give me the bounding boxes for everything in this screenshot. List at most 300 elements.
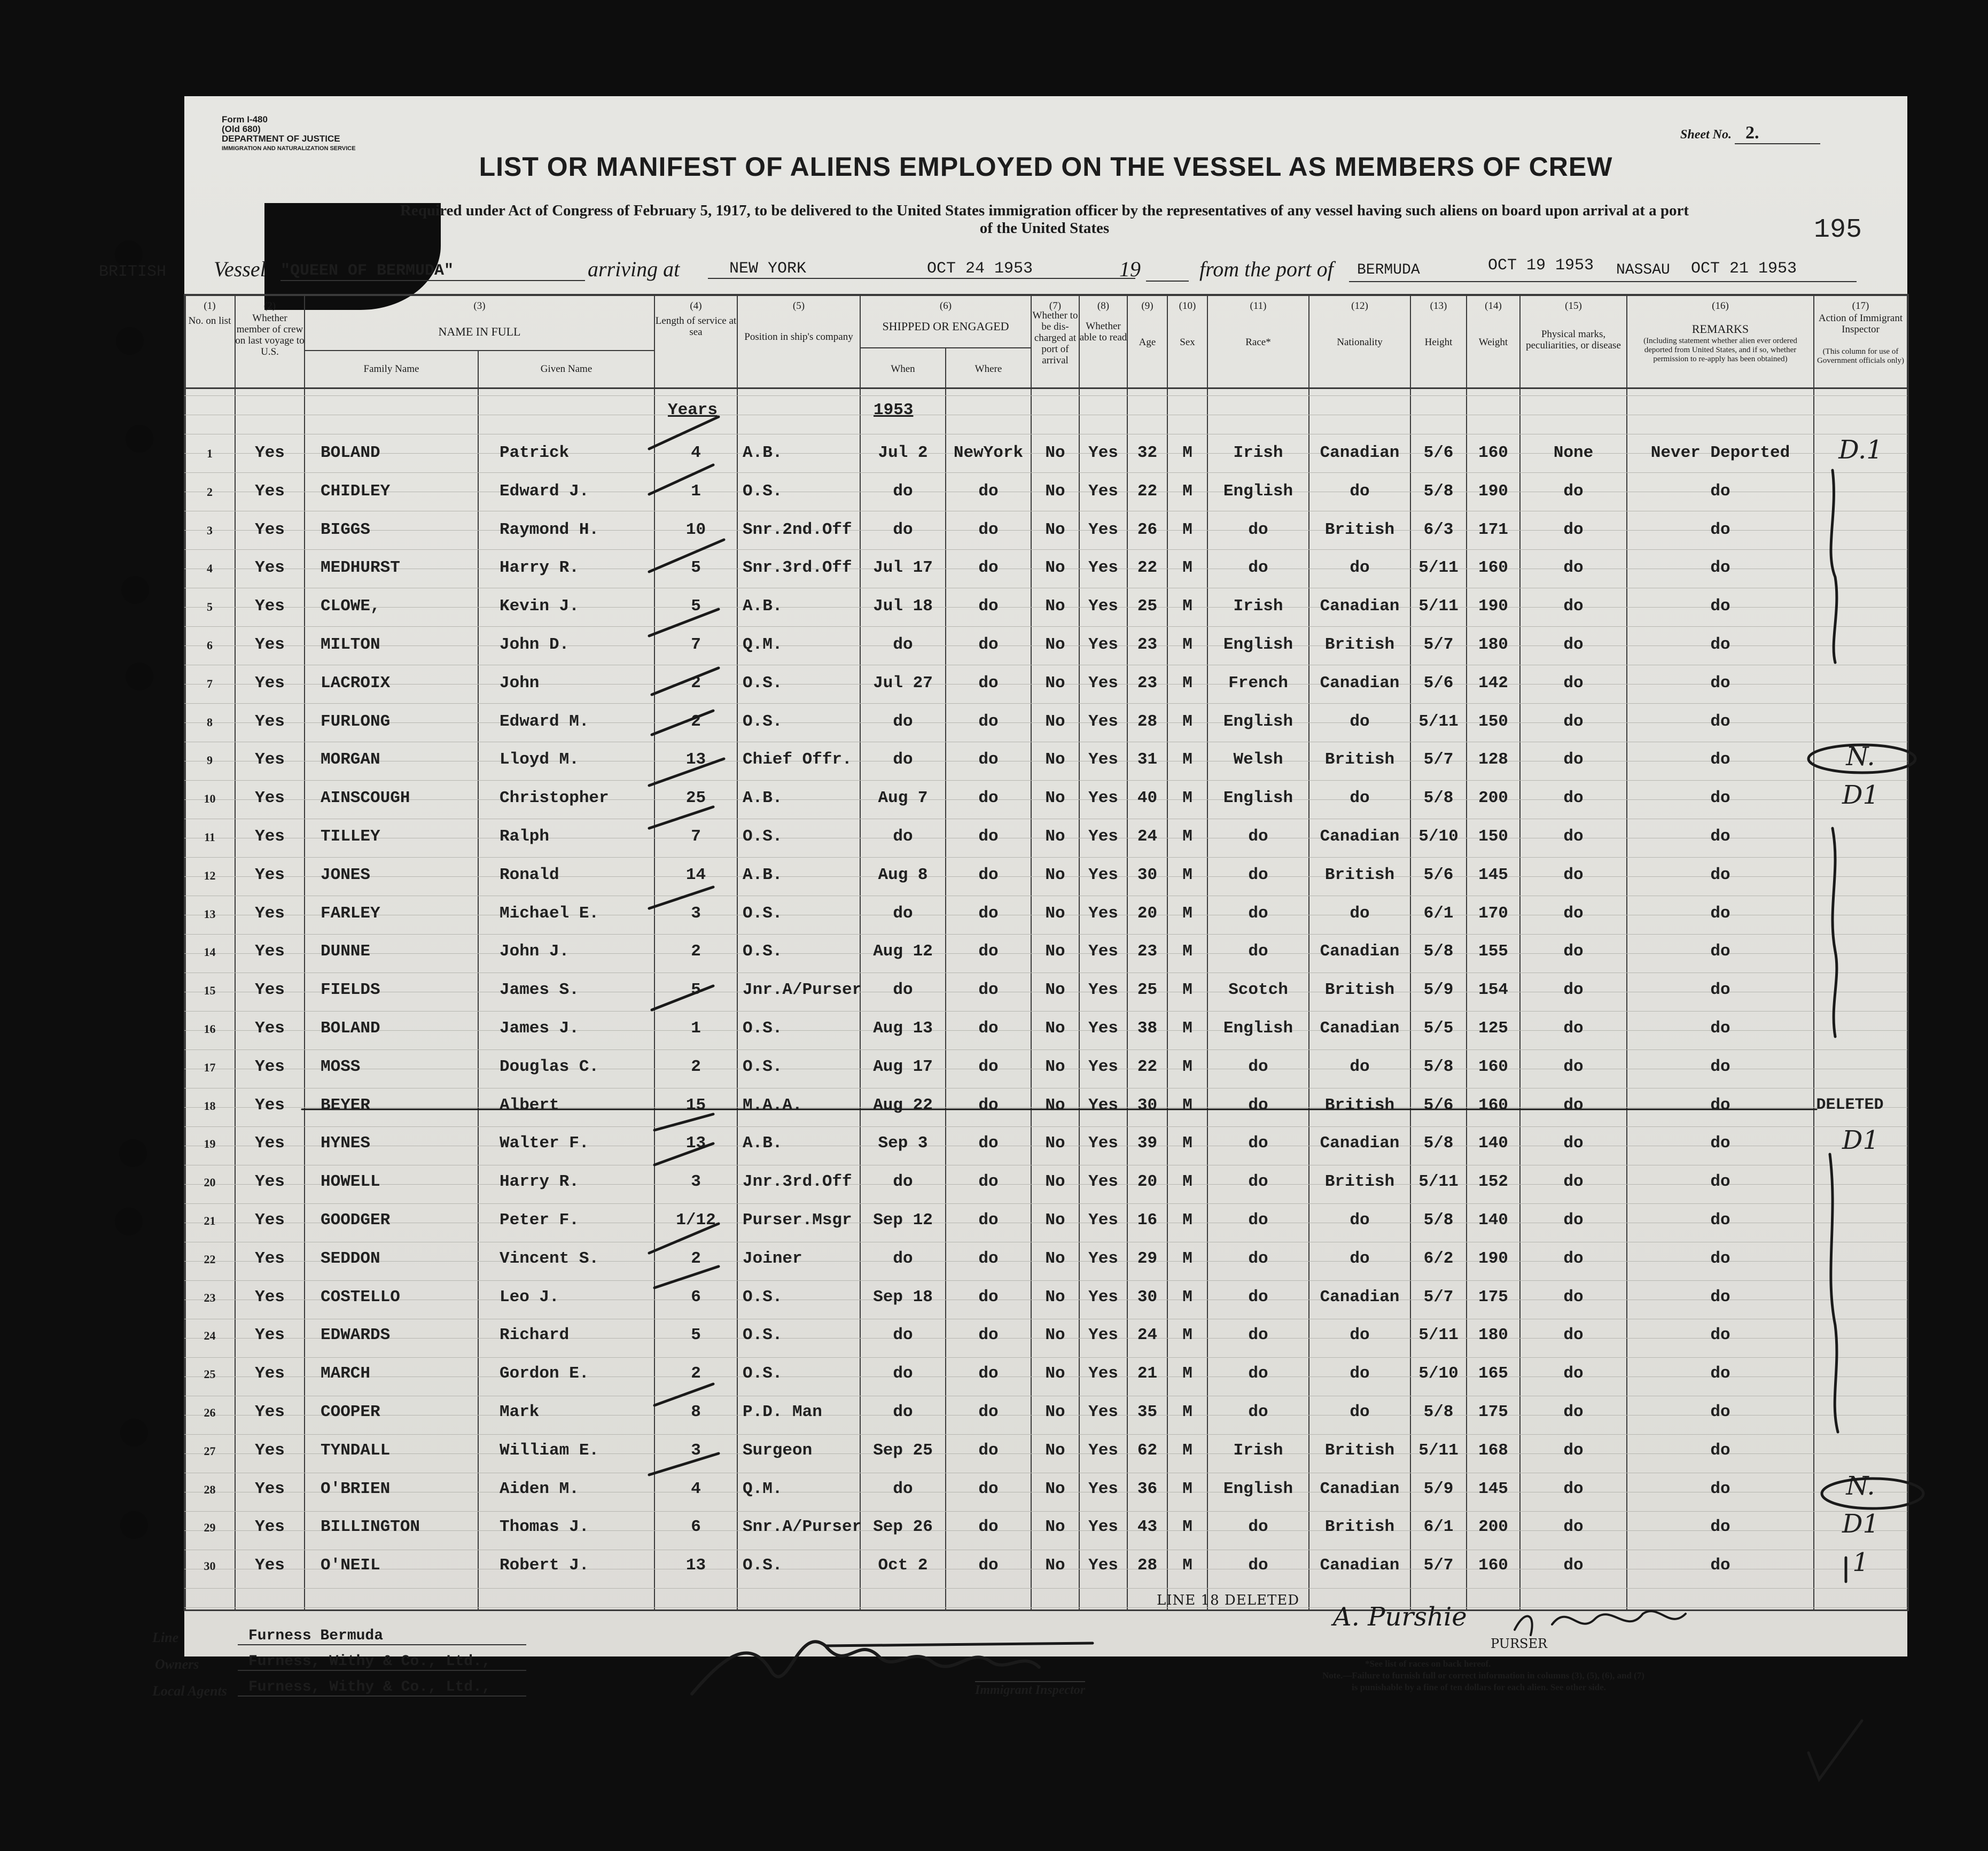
cell-remarks: do [1710, 827, 1730, 846]
cell-remarks: Never Deported [1650, 444, 1790, 462]
cell-age: 21 [1137, 1364, 1158, 1383]
cell-sex: M [1182, 789, 1192, 807]
cell-position: O.S. [743, 942, 783, 961]
cell-length: 2 [691, 1249, 701, 1268]
cell-member: Yes [255, 827, 285, 846]
cell-length: 25 [685, 789, 706, 807]
cell-no: 7 [207, 677, 213, 690]
cell-nationality: do [1350, 1364, 1370, 1383]
cell-read: Yes [1088, 1211, 1118, 1230]
header-discharged: Whether to be dis- charged at port of arrival [1032, 310, 1078, 366]
cell-when: do [893, 1364, 913, 1383]
header-shipped: SHIPPED OR ENGAGED [882, 320, 1009, 333]
cell-height: 5/6 [1423, 866, 1454, 884]
cell-member: Yes [255, 1556, 285, 1575]
cell-given: Raymond H. [500, 520, 599, 539]
cell-nationality: do [1350, 558, 1370, 577]
cell-when: do [893, 1403, 913, 1421]
cell-given: Walter F. [500, 1134, 589, 1153]
cell-discharged: No [1045, 904, 1065, 923]
cell-nationality: Canadian [1320, 1556, 1400, 1575]
cell-read: Yes [1088, 597, 1118, 616]
cell-where: do [978, 981, 999, 999]
cell-read: Yes [1088, 712, 1118, 731]
column-number: (13) [1430, 300, 1447, 312]
header-remarks: REMARKS [1691, 322, 1749, 336]
cell-no: 3 [207, 524, 213, 537]
cell-discharged: No [1045, 1441, 1065, 1460]
cell-action: D.1 [1838, 435, 1883, 465]
cell-read: Yes [1088, 1288, 1118, 1306]
cell-age: 24 [1137, 827, 1158, 846]
cell-age: 23 [1137, 635, 1158, 654]
cell-when: do [893, 981, 913, 999]
cell-age: 39 [1137, 1134, 1158, 1153]
cell-member: Yes [255, 1364, 285, 1383]
cell-family: BOLAND [321, 444, 380, 462]
column-number: (4) [690, 300, 702, 312]
cell-sex: M [1182, 444, 1192, 462]
column-number: (15) [1565, 300, 1582, 312]
cell-remarks: do [1710, 1057, 1730, 1076]
cell-discharged: No [1045, 1211, 1065, 1230]
cell-no: 11 [204, 830, 215, 844]
cell-remarks: do [1710, 1480, 1730, 1498]
cell-physical: do [1563, 1556, 1584, 1575]
bracket-line [1833, 828, 1837, 1037]
cell-discharged: No [1045, 520, 1065, 539]
cell-weight: 128 [1478, 750, 1508, 769]
cell-read: Yes [1088, 750, 1118, 769]
cell-race: Irish [1233, 1441, 1283, 1460]
cell-given: John J. [500, 942, 570, 961]
cell-read: Yes [1088, 1134, 1118, 1153]
cell-age: 28 [1137, 712, 1158, 731]
cell-remarks: do [1710, 904, 1730, 923]
cell-when: do [893, 1326, 913, 1344]
cell-no: 2 [207, 485, 213, 499]
cell-physical: do [1563, 597, 1584, 616]
cell-discharged: No [1045, 635, 1065, 654]
cell-no: 16 [204, 1022, 216, 1036]
cell-race: English [1223, 482, 1293, 501]
cell-physical: do [1563, 866, 1584, 884]
header-read: Whether able to read [1079, 321, 1127, 343]
cell-position: Chief Offr. [743, 750, 852, 769]
cell-race: do [1248, 866, 1268, 884]
cell-height: 6/1 [1423, 904, 1454, 923]
cell-member: Yes [255, 1057, 285, 1076]
cell-given: Edward J. [500, 482, 589, 501]
cell-sex: M [1182, 1057, 1192, 1076]
footer-owners-value: Furness, Withy & Co., Ltd., [238, 1653, 526, 1671]
cell-family: O'NEIL [321, 1556, 380, 1575]
cell-given: Gordon E. [500, 1364, 589, 1383]
cell-family: FIELDS [321, 981, 380, 999]
cell-physical: do [1563, 750, 1584, 769]
cell-when: Jul 17 [873, 558, 933, 577]
punch-hole [126, 425, 153, 453]
cell-given: Richard [500, 1326, 570, 1344]
cell-length: 2 [691, 712, 701, 731]
tick-mark [652, 711, 713, 735]
cell-no: 26 [204, 1406, 216, 1419]
cell-sex: M [1182, 1134, 1192, 1153]
cell-remarks: do [1710, 1096, 1730, 1115]
subtitle-line1: Required under Act of Congress of February 5, 1917, to be delivered to the United States immigration officer by the representatives of any vessel having such aliens on board upon arrival at a port [400, 202, 1689, 219]
header-name-in-full: NAME IN FULL [438, 325, 521, 338]
cell-read: Yes [1088, 789, 1118, 807]
line-deleted-note: LINE 18 DELETED [1157, 1592, 1300, 1608]
cell-read: Yes [1088, 674, 1118, 693]
cell-given: William E. [500, 1441, 599, 1460]
cell-remarks: do [1710, 1134, 1730, 1153]
cell-remarks: do [1710, 520, 1730, 539]
tick-mark [654, 1266, 719, 1288]
cell-action: N. [1846, 1471, 1875, 1501]
cell-height: 5/7 [1423, 750, 1454, 769]
cell-action: DELETED [1816, 1096, 1884, 1114]
cell-sex: M [1182, 866, 1192, 884]
cell-physical: do [1563, 1518, 1584, 1536]
cell-family: CLOWE, [321, 597, 380, 616]
cell-discharged: No [1045, 1096, 1065, 1115]
cell-height: 5/8 [1423, 1211, 1454, 1230]
cell-given: James S. [500, 981, 579, 999]
cell-member: Yes [255, 597, 285, 616]
cell-length: 6 [691, 1518, 701, 1536]
cell-where: do [978, 750, 999, 769]
cell-height: 5/11 [1418, 1326, 1459, 1344]
cell-discharged: No [1045, 942, 1065, 961]
cell-remarks: do [1710, 1211, 1730, 1230]
cell-family: FARLEY [321, 904, 380, 923]
cell-physical: do [1563, 1441, 1584, 1460]
cell-weight: 160 [1478, 558, 1508, 577]
cell-when: Aug 7 [878, 789, 928, 807]
cell-race: do [1248, 1288, 1268, 1306]
cell-sex: M [1182, 981, 1192, 999]
cell-sex: M [1182, 1441, 1192, 1460]
cell-weight: 140 [1478, 1134, 1508, 1153]
cell-sex: M [1182, 1096, 1192, 1115]
cell-weight: 190 [1478, 597, 1508, 616]
cell-given: Patrick [500, 444, 570, 462]
cell-nationality: do [1350, 1211, 1370, 1230]
cell-no: 9 [207, 753, 213, 767]
tick-mark [654, 1384, 713, 1405]
cell-nationality: Canadian [1320, 1480, 1400, 1498]
handwriting-layer [184, 96, 1907, 1656]
cell-when: do [893, 827, 913, 846]
cell-read: Yes [1088, 1057, 1118, 1076]
cell-where: do [978, 1288, 999, 1306]
cell-read: Yes [1088, 444, 1118, 462]
cell-where: do [978, 1326, 999, 1344]
cell-age: 16 [1137, 1211, 1158, 1230]
cell-sex: M [1182, 750, 1192, 769]
cell-weight: 175 [1478, 1403, 1508, 1421]
cell-race: Irish [1233, 444, 1283, 462]
cell-physical: do [1563, 1211, 1584, 1230]
cell-position: Jnr.3rd.Off [743, 1172, 852, 1191]
cell-no: 22 [204, 1253, 216, 1266]
cell-given: Aiden M. [500, 1480, 579, 1498]
header-member: Whether member of crew on last voyage to U.S. [235, 313, 305, 357]
cell-member: Yes [255, 942, 285, 961]
cell-height: 6/1 [1423, 1518, 1454, 1536]
punch-hole [119, 1139, 147, 1167]
cell-action: D1 [1842, 780, 1880, 810]
cell-discharged: No [1045, 1364, 1065, 1383]
races-note: *See list of races on back hereof. [1365, 1659, 1491, 1669]
cell-member: Yes [255, 1211, 285, 1230]
column-number: (7) [1049, 300, 1062, 312]
punch-hole [116, 327, 144, 355]
tick-mark [652, 986, 713, 1010]
cell-race: do [1248, 1249, 1268, 1268]
cell-discharged: No [1045, 1249, 1065, 1268]
cell-position: Snr.2nd.Off [743, 520, 852, 539]
cell-member: Yes [255, 520, 285, 539]
cell-age: 29 [1137, 1249, 1158, 1268]
cell-when: Sep 25 [873, 1441, 933, 1460]
cell-race: French [1228, 674, 1288, 693]
second-port: NASSAU [1616, 262, 1670, 278]
cell-length: 10 [685, 520, 706, 539]
cell-member: Yes [255, 712, 285, 731]
cell-height: 5/7 [1423, 635, 1454, 654]
cell-when: do [893, 904, 913, 923]
cell-remarks: do [1710, 712, 1730, 731]
cell-age: 26 [1137, 520, 1158, 539]
cell-age: 22 [1137, 482, 1158, 501]
header-length: Length of service at sea [655, 315, 737, 338]
cell-physical: do [1563, 674, 1584, 693]
column-number: (10) [1179, 300, 1196, 312]
cell-member: Yes [255, 1518, 285, 1536]
cell-no: 19 [204, 1137, 216, 1150]
tick-mark [649, 887, 713, 908]
cell-length: 5 [691, 1326, 701, 1344]
cell-no: 17 [204, 1061, 216, 1074]
cell-sex: M [1182, 1249, 1192, 1268]
cell-height: 5/5 [1423, 1019, 1454, 1038]
cell-nationality: do [1350, 789, 1370, 807]
years-label: Years [668, 401, 718, 419]
cell-length: 5 [691, 558, 701, 577]
punch-hole [126, 663, 153, 690]
cell-where: do [978, 1211, 999, 1230]
cell-length: 3 [691, 1441, 701, 1460]
cell-read: Yes [1088, 866, 1118, 884]
cell-when: do [893, 520, 913, 539]
cell-read: Yes [1088, 1556, 1118, 1575]
penalty-note-1: Note.—Failure to furnish full or correct information in columns (3), (5), (6), and (7) [1322, 1670, 1644, 1681]
purser-signature [1515, 1611, 1686, 1635]
cell-no: 23 [204, 1291, 216, 1304]
cell-age: 30 [1137, 1288, 1158, 1306]
cell-length: 14 [685, 866, 706, 884]
cell-race: English [1223, 1019, 1293, 1038]
cell-length: 4 [691, 444, 701, 462]
cell-race: do [1248, 1172, 1268, 1191]
tick-mark [649, 609, 719, 636]
cell-nationality: Canadian [1320, 674, 1400, 693]
cell-no: 5 [207, 600, 213, 613]
cell-action: D1 [1842, 1509, 1880, 1539]
cell-length: 4 [691, 1480, 701, 1498]
cell-read: Yes [1088, 1096, 1118, 1115]
cell-no: 30 [204, 1559, 216, 1573]
cell-position: O.S. [743, 1326, 783, 1344]
footer-agents-label: Local Agents [152, 1683, 227, 1699]
cell-where: do [978, 1403, 999, 1421]
cell-height: 5/8 [1423, 789, 1454, 807]
cell-length: 2 [691, 1057, 701, 1076]
bracket-line [1830, 1154, 1838, 1432]
cell-weight: 155 [1478, 942, 1508, 961]
header-family-name: Family Name [363, 363, 419, 375]
cell-where: do [978, 866, 999, 884]
column-number: (8) [1097, 300, 1110, 312]
cell-position: O.S. [743, 1019, 783, 1038]
bracket-line [1831, 470, 1837, 663]
cell-no: 1 [207, 447, 213, 460]
cell-given: Harry R. [500, 1172, 579, 1191]
cell-age: 22 [1137, 558, 1158, 577]
cell-read: Yes [1088, 520, 1118, 539]
cell-family: TILLEY [321, 827, 380, 846]
cell-race: do [1248, 827, 1268, 846]
cell-height: 5/8 [1423, 1134, 1454, 1153]
cell-physical: do [1563, 942, 1584, 961]
cell-remarks: do [1710, 635, 1730, 654]
from-port: BERMUDA [1357, 262, 1420, 278]
vessel-name: "QUEEN OF BERMUDA" [280, 262, 585, 281]
cell-where: do [978, 1172, 999, 1191]
cell-family: JONES [321, 866, 371, 884]
vessel-flag: BRITISH [99, 263, 167, 281]
cell-race: do [1248, 1518, 1268, 1536]
header-age: Age [1139, 337, 1156, 348]
cell-nationality: Canadian [1320, 1288, 1400, 1306]
cell-where: do [978, 827, 999, 846]
cell-age: 22 [1137, 1057, 1158, 1076]
cell-height: 5/6 [1423, 674, 1454, 693]
check-mark [1808, 1721, 1862, 1779]
cell-length: 13 [685, 1556, 706, 1575]
cell-race: do [1248, 1057, 1268, 1076]
cell-weight: 168 [1478, 1441, 1508, 1460]
cell-family: GOODGER [321, 1211, 391, 1230]
page-title: LIST OR MANIFEST OF ALIENS EMPLOYED ON THE VESSEL AS MEMBERS OF CREW [479, 152, 1613, 182]
cell-position: Joiner [743, 1249, 802, 1268]
cell-age: 20 [1137, 904, 1158, 923]
cell-physical: None [1553, 444, 1594, 462]
cell-where: do [978, 1057, 999, 1076]
cell-age: 40 [1137, 789, 1158, 807]
cell-family: MORGAN [321, 750, 380, 769]
cell-member: Yes [255, 1326, 285, 1344]
tick-mark [649, 759, 724, 785]
cell-position: A.B. [743, 789, 783, 807]
cell-discharged: No [1045, 712, 1065, 731]
cell-discharged: No [1045, 444, 1065, 462]
column-number: (16) [1712, 300, 1729, 312]
cell-remarks: do [1710, 1326, 1730, 1344]
cell-weight: 154 [1478, 981, 1508, 999]
cell-race: do [1248, 1211, 1268, 1230]
cell-nationality: British [1324, 750, 1395, 769]
cell-physical: do [1563, 789, 1584, 807]
cell-when: Aug 13 [873, 1019, 933, 1038]
cell-member: Yes [255, 866, 285, 884]
cell-sex: M [1182, 482, 1192, 501]
cell-physical: do [1563, 1288, 1584, 1306]
purser-label: PURSER [1491, 1636, 1548, 1651]
punch-hole [115, 1208, 143, 1235]
cell-discharged: No [1045, 674, 1065, 693]
cell-position: O.S. [743, 827, 783, 846]
cell-race: do [1248, 1403, 1268, 1421]
tick-mark [649, 465, 713, 494]
signature-stroke [825, 1643, 1093, 1646]
cell-remarks: do [1710, 1249, 1730, 1268]
cell-length: 2 [691, 1364, 701, 1383]
cell-discharged: No [1045, 789, 1065, 807]
cell-age: 20 [1137, 1172, 1158, 1191]
cell-no: 6 [207, 639, 213, 652]
cell-when: Jul 2 [878, 444, 928, 462]
cell-given: Peter F. [500, 1211, 579, 1230]
header-remarks-note: (Including statement whether alien ever ordered deported from United States, and if so, whether permission to re-apply has been obtained) [1643, 337, 1797, 363]
cell-nationality: Canadian [1320, 942, 1400, 961]
column-number: (17) [1852, 300, 1869, 312]
cell-length: 13 [685, 750, 706, 769]
cell-no: 25 [204, 1367, 216, 1381]
cell-height: 6/2 [1423, 1249, 1454, 1268]
purser-signature-text: A. Purshie [1333, 1602, 1467, 1632]
cell-nationality: British [1324, 520, 1395, 539]
cell-position: O.S. [743, 712, 783, 731]
cell-member: Yes [255, 674, 285, 693]
cell-family: MOSS [321, 1057, 361, 1076]
cell-physical: do [1563, 520, 1584, 539]
cell-where: do [978, 789, 999, 807]
cell-position: M.A.A. [743, 1096, 802, 1115]
cell-family: EDWARDS [321, 1326, 391, 1344]
cell-remarks: do [1710, 1518, 1730, 1536]
cell-sex: M [1182, 520, 1192, 539]
cell-member: Yes [255, 1480, 285, 1498]
cell-age: 31 [1137, 750, 1158, 769]
cell-height: 5/7 [1423, 1288, 1454, 1306]
cell-height: 5/8 [1423, 1403, 1454, 1421]
page-stamp: 195 [1814, 215, 1862, 245]
cell-given: Vincent S. [500, 1249, 599, 1268]
header-height: Height [1424, 337, 1453, 348]
cell-height: 5/9 [1423, 1480, 1454, 1498]
cell-weight: 142 [1478, 674, 1508, 693]
cell-weight: 200 [1478, 789, 1508, 807]
cell-discharged: No [1045, 482, 1065, 501]
cell-sex: M [1182, 1480, 1192, 1498]
header-position: Position in ship's company [744, 331, 853, 343]
cell-physical: do [1563, 1134, 1584, 1153]
cell-weight: 160 [1478, 1096, 1508, 1115]
cell-weight: 140 [1478, 1211, 1508, 1230]
